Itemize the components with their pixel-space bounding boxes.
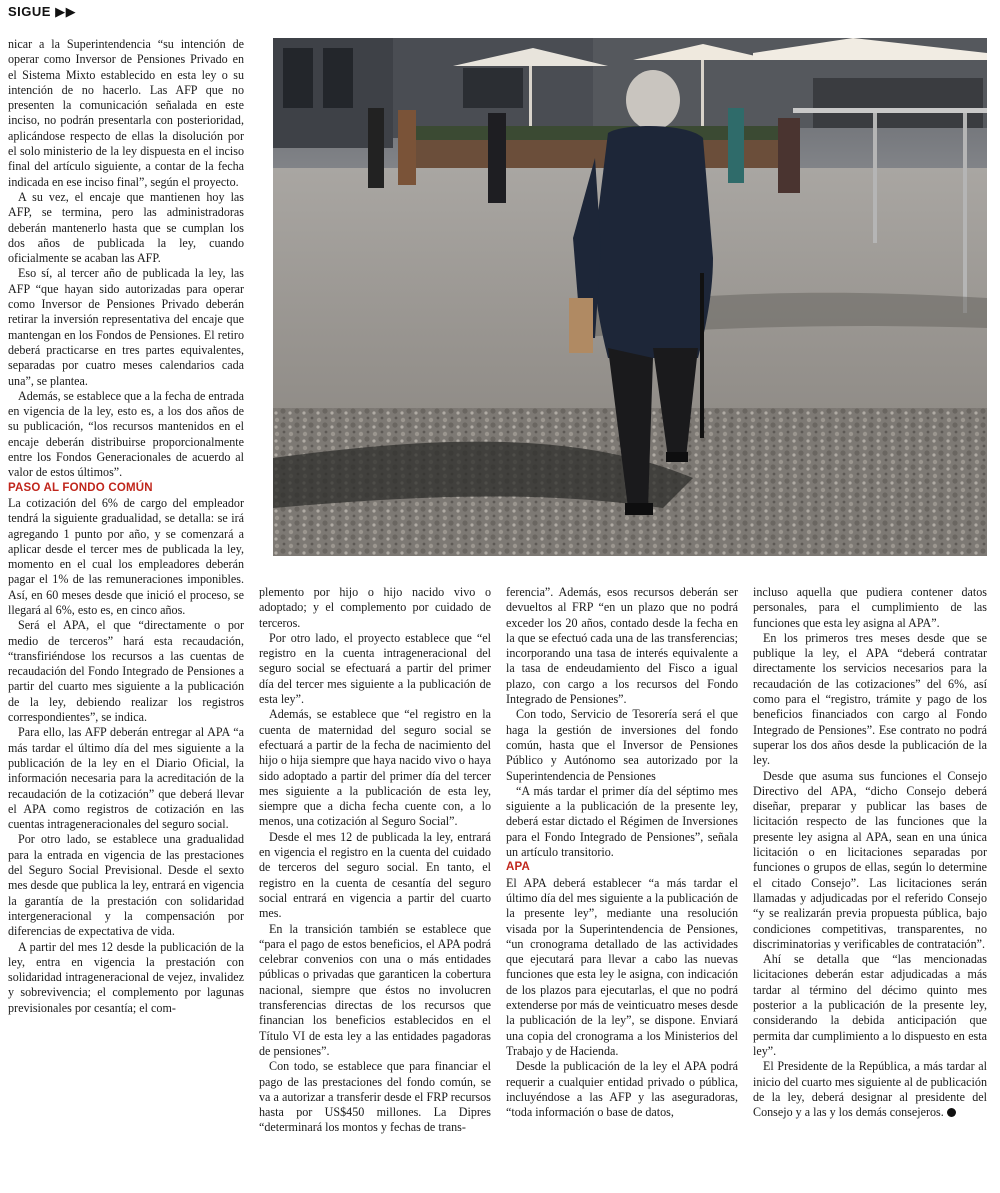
section-heading: APA xyxy=(506,861,531,874)
paragraph: En la transición también se establece que “para el pago de estos beneficios, el APA podrá celebrar convenios con una o más entidades públicas o privadas que garanticen la cobertura nacional, siempre que éstos no involucren transferencias directas de los recursos que financian los beneficios establecidos en el Título VI de esta ley a las entidades pagadoras de pensiones”. xyxy=(259,921,491,1058)
end-of-article-icon xyxy=(947,1108,956,1117)
paragraph: Desde el mes 12 de publicada la ley, entrará en vigencia el registro en la cuenta del cuidado de terceros del seguro social. En tanto, el registro en la cuenta de cesantía del seguro social entrará en vigencia a partir del cuarto mes. xyxy=(259,829,491,921)
paragraph: “A más tardar el primer día del séptimo mes siguiente a la publicación de la presente ley, deberá estar dictado el Régimen de Inversiones para el Fondo Integrado de Pensiones”, señala un artículo transitorio. xyxy=(506,783,738,860)
continuation-kicker xyxy=(8,4,76,20)
article-column-1 xyxy=(8,37,244,1016)
paragraph: Con todo, Servicio de Tesorería será el que haga la gestión de inversiones del fondo común, hasta que el Inversor de Pensiones Público y Autónomo sea autorizado por la Superintendencia de Pensiones xyxy=(506,707,738,783)
paragraph: El APA deberá establecer “a más tardar el último día del mes siguiente a la publicación de la presente ley”, mediante una resolución visada por la Superintendencia de Pensiones, “un cronograma detallado de las actividades que ejecutará para llevar a cabo las nuevas funciones que esta ley le asigna, con indicación de los plazos para ejecutarlas, el que no podrá extenderse por más de veinticuatro meses desde la publicación de la ley”, se dispone. Enviará una copia del cronograma a los Ministerios del Trabajo y de Hacienda. xyxy=(506,875,738,1058)
paragraph: La cotización del 6% de cargo del empleador tendrá la siguiente gradualidad, se detalla: se irá agregando 1 punto por año, y se comenzará a aplicar desde el tercer mes de publicada la ley, momento en el cual los empleadores deberán pagar el 1% de las remuneraciones imponibles. Así, en 60 meses desde que inició el proceso, se llegará al 6%, esto es, en cinco años. xyxy=(8,495,244,617)
paragraph: Eso sí, al tercer año de publicada la ley, las AFP “que hayan sido autorizadas para operar como Inversor de Pensiones Privado deberán retirar la inversión representativa del encaje que mantengan en los Fondos de Pensiones. El retiro deberá practicarse en tres partes equivalentes, separadas por cuatro meses calendarios cada una”, se plantea. xyxy=(8,266,244,388)
paragraph: A partir del mes 12 desde la publicación de la ley, entra en vigencia la prestación con solidaridad intrageneracional de vejez, invalidez y sobrevivencia; el complemento por lagunas previsionales por cesantía; el com- xyxy=(8,939,244,1015)
paragraph: Además, se establece que “el registro en la cuenta de maternidad del seguro social se efectuará a partir de la fecha de nacimiento del hijo o hija siempre que haya nacido vivo o haya sido adoptado a partir del primer día del tercer mes siguiente a la publicación de esta ley, siempre que a dicha fecha cuente con, a lo menos, una cotización al Seguro Social”. xyxy=(259,707,491,829)
final-paragraph xyxy=(753,1059,987,1120)
article-photo xyxy=(273,38,987,556)
paragraph: Desde la publicación de la ley el APA podrá requerir a cualquier entidad privado o pública, incluyéndose a las AFP y las aseguradoras, “toda información o base de datos, xyxy=(506,1059,738,1120)
paragraph: Ahí se detalla que “las mencionadas licitaciones deberán estar adjudicadas a más tardar al término del décimo quinto mes posterior a la publicación de la presente ley, considerando la debida anticipación que permita dar cumplimiento a lo dispuesto en esta ley”. xyxy=(753,952,987,1058)
article-column-3 xyxy=(506,585,738,1120)
paragraph: Por otro lado, el proyecto establece que “el registro en la cuenta intrageneracional del seguro social se efectuará a partir del primer día del tercer mes siguiente a la publicación de esta ley”. xyxy=(259,630,491,707)
paragraph: Para ello, las AFP deberán entregar al APA “a más tardar el último día del mes siguiente a la publicación de la ley en el Diario Oficial, la información necesaria para la acreditación de la recaudación de la cotización” que deberá llevar el APA como registros de cotización en las cuentas intrageneracionales del seguro social. xyxy=(8,725,244,832)
paragraph: En los primeros tres meses desde que se publique la ley, el APA “deberá contratar directamente los servicios necesarios para la recaudación de las cotizaciones” del 6%, así como para el “registro, trámite y pago de los beneficios financiados con cargo al Fondo Integrado de Pensiones”. Ese contrato no podrá superar los dos años desde la publicación de la ley. xyxy=(753,630,987,768)
double-arrow-icon: ▶▶ xyxy=(55,4,77,19)
paragraph-text: El Presidente de la República, a más tardar al inicio del cuarto mes siguiente al de publicación de la ley, deberá designar al presidente del Consejo y a las y los demás consejeros. xyxy=(753,1059,987,1120)
paragraph: nicar a la Superintendencia “su intención de operar como Inversor de Pensiones Privado en el Sistema Mixto establecido en esta ley o su intención de no hacerlo. Las AFP que no presenten la comunicación señalada en este inciso, no podrán presentarla con posterioridad, aplicándose respecto de ellas la disolución por el solo ministerio de la ley dispuesta en el inciso final del artículo siguiente, a contar de la fecha indicada en ese inciso final”, según el proyecto. xyxy=(8,37,244,189)
article-column-4 xyxy=(753,585,987,1120)
paragraph: Será el APA, el que “directamente o por medio de terceros” hará esta recaudación, “transfiriéndose los recursos a las cuentas de recaudación del Fondo Integrado de Pensiones a partir del cuarto mes siguiente a la publicación de la ley, debiendo realizar los registros correspondientes”, se indica. xyxy=(8,618,244,725)
paragraph: plemento por hijo o hijo nacido vivo o adoptado; y el complemento por cuidado de terceros. xyxy=(259,585,491,630)
paragraph: A su vez, el encaje que mantienen hoy las AFP, se termina, pero las administradoras deberán mantenerlo hasta que se cumplan los dos años de publicada la ley, cuando oficialmente se acaban las AFP. xyxy=(8,189,244,266)
paragraph: Con todo, se establece que para financiar el pago de las prestaciones del fondo común, se va a autorizar a transferir desde el FRP recursos hasta por US$450 millones. La Dipres “determinará los montos y fechas de trans- xyxy=(259,1059,491,1135)
paragraph: Por otro lado, se establece una gradualidad para la entrada en vigencia de las prestaciones del Seguro Social Previsional. Desde el sexto mes desde que publica la ley, entrará en vigencia la garantía de la prestación con solidaridad intergeneracional y la compensación por diferencias de expectativa de vida. xyxy=(8,832,244,939)
article-column-2 xyxy=(259,585,491,1136)
paragraph: ferencia”. Además, esos recursos deberán ser devueltos al FRP “en un plazo que no podrá exceder los 20 años, contado desde la fecha en la que se efectuó cada una de las transferencias; incorporando una tasa de interés equivalente a la tasa de endeudamiento del Fisco a igual plazo, con cargo a los recursos del Fondo Integrado de Pensiones”. xyxy=(506,585,738,707)
section-heading: PASO AL FONDO COMÚN xyxy=(8,481,153,494)
paragraph: Desde que asuma sus funciones el Consejo Directivo del APA, “dicho Consejo deberá diseñar, preparar y publicar las bases de licitación respecto de las funciones que la presente ley asigna al APA, sean en una única licitación o en licitaciones separadas por funciones o grupos de ellas, según lo determine el citado Consejo”. Las licitaciones serán llamadas y adjudicadas por el referido Consejo “y se realizarán previa propuesta pública, bajo condiciones competitivas, transparentes, no discriminatorias y verificables de contratación”. xyxy=(753,768,987,951)
kicker-label: SIGUE xyxy=(8,4,51,19)
paragraph: Además, se establece que a la fecha de entrada en vigencia de la ley, esto es, a los dos años de su publicación, “los recursos mantenidos en el encaje deberán distribuirse proporcionalmente entre los Fondos Generacionales de acuerdo al valor de estos últimos”. xyxy=(8,388,244,480)
paragraph: incluso aquella que pudiera contener datos personales, para el cumplimiento de las funciones que esta ley asigna al APA”. xyxy=(753,585,987,630)
